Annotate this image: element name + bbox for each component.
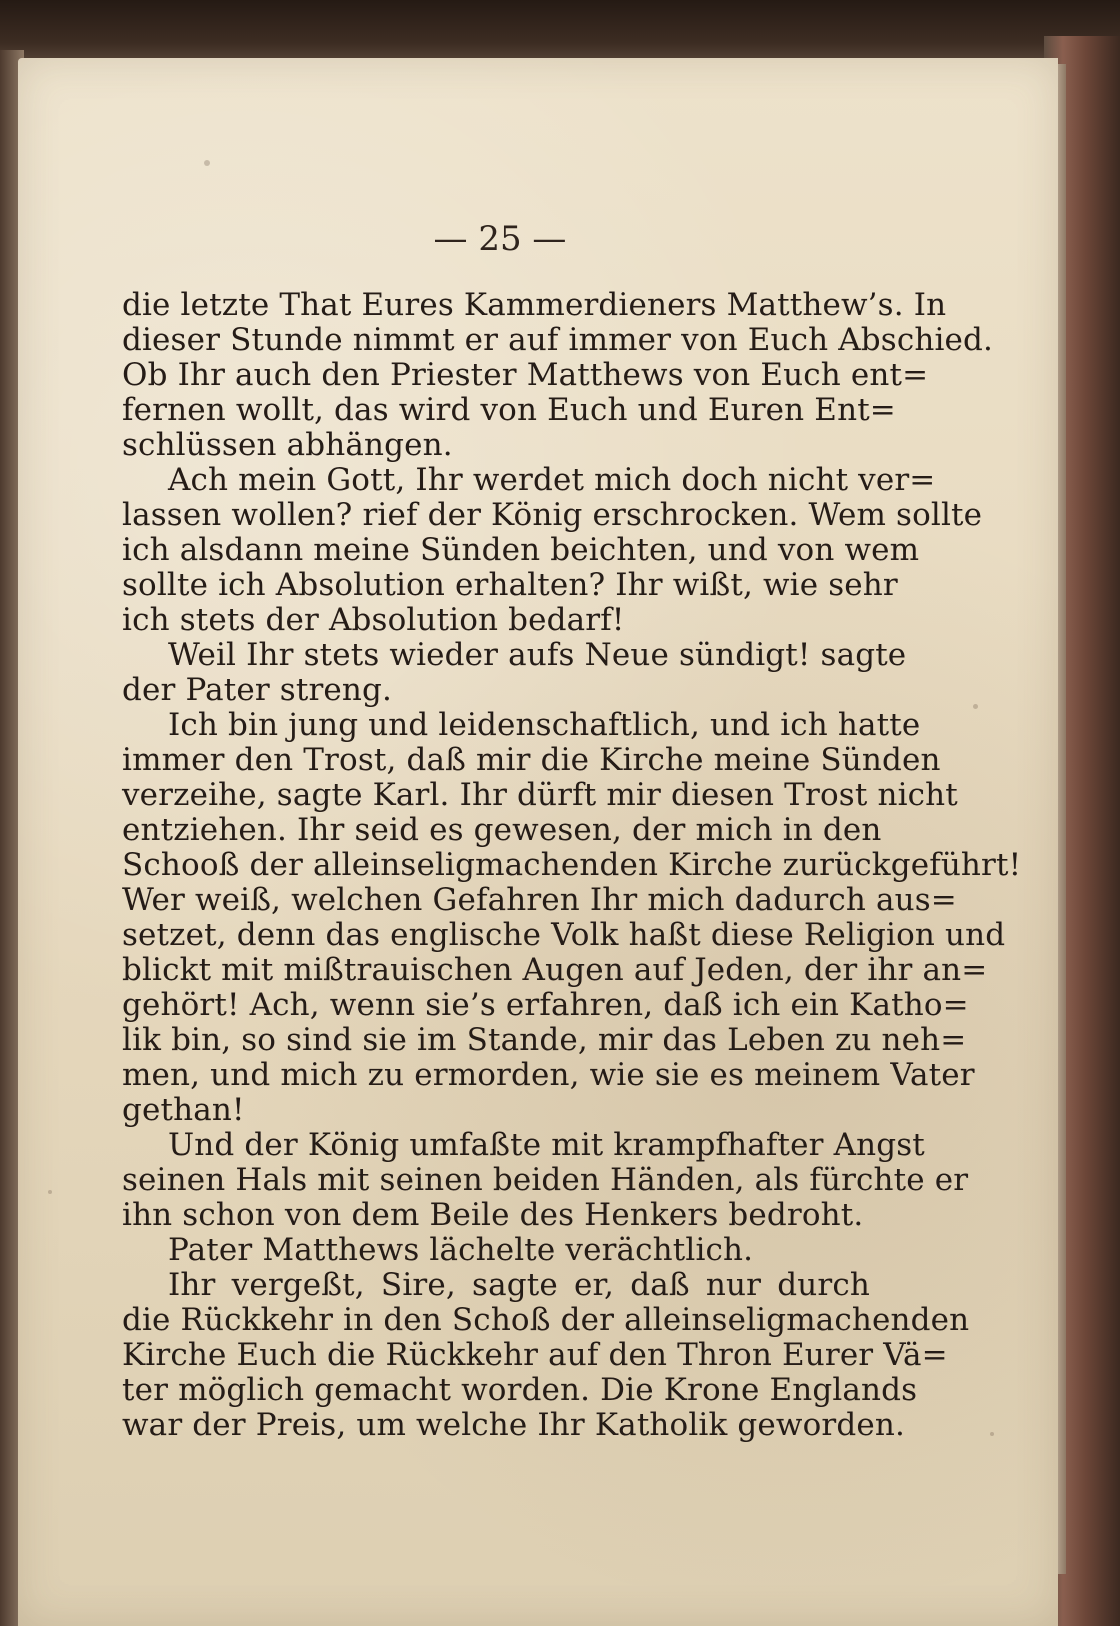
- text-line: Weil Ihr stets wieder aufs Neue sündigt! sagte: [168, 637, 907, 673]
- text-line: Ich bin jung und leidenschaftlich, und ich hatte: [168, 707, 921, 743]
- text-line: Schooß der alleinseligmachenden Kirche zurückgeführt!: [122, 847, 1022, 883]
- text-line: ich stets der Absolution bedarf!: [122, 602, 625, 638]
- text-line: men, und mich zu ermorden, wie sie es meinem Vater: [122, 1057, 975, 1093]
- text-line: die Rückkehr in den Schoß der alleinseligmachenden: [122, 1302, 970, 1338]
- text-line: Ob Ihr auch den Priester Matthews von Euch ent=: [122, 357, 929, 393]
- text-line: immer den Trost, daß mir die Kirche meine Sünden: [122, 742, 941, 778]
- text-line: ich alsdann meine Sünden beichten, und von wem: [122, 532, 920, 568]
- text-line: schlüssen abhängen.: [122, 427, 453, 463]
- text-line: lassen wollen? rief der König erschrocken. Wem sollte: [122, 497, 983, 533]
- text-line: war der Preis, um welche Ihr Katholik geworden.: [122, 1407, 905, 1443]
- paper-speck: [973, 704, 978, 709]
- text-line: sollte ich Absolution erhalten? Ihr wißt, wie sehr: [122, 567, 898, 603]
- text-line: seinen Hals mit seinen beiden Händen, als fürchte er: [122, 1162, 969, 1198]
- text-line: gethan!: [122, 1092, 245, 1128]
- text-line: ihn schon von dem Beile des Henkers bedroht.: [122, 1197, 864, 1233]
- text-line: Ihr vergeßt, Sire, sagte er, daß nur durch: [168, 1267, 870, 1303]
- text-line: Ach mein Gott, Ihr werdet mich doch nicht ver=: [168, 462, 936, 498]
- page-number: — 25 —: [433, 219, 567, 259]
- paper-speck: [48, 1190, 52, 1194]
- paper-speck: [990, 1432, 994, 1436]
- text-line: ter möglich gemacht worden. Die Krone Englands: [122, 1372, 918, 1408]
- text-line: Pater Matthews lächelte verächtlich.: [168, 1232, 754, 1268]
- text-line: der Pater streng.: [122, 672, 393, 708]
- document-page: [18, 58, 1058, 1626]
- text-line: gehört! Ach, wenn sie’s erfahren, daß ich ein Katho=: [122, 987, 969, 1023]
- text-line: fernen wollt, das wird von Euch und Euren Ent=: [122, 392, 896, 428]
- text-line: setzet, denn das englische Volk haßt diese Religion und: [122, 917, 1006, 953]
- text-line: Wer weiß, welchen Gefahren Ihr mich dadurch aus=: [122, 882, 957, 918]
- text-line: dieser Stunde nimmt er auf immer von Euch Abschied.: [122, 322, 994, 358]
- paper-speck: [204, 160, 210, 166]
- text-line: blickt mit mißtrauischen Augen auf Jeden, der ihr an=: [122, 952, 988, 988]
- text-line: entziehen. Ihr seid es gewesen, der mich in den: [122, 812, 882, 848]
- text-line: verzeihe, sagte Karl. Ihr dürft mir diesen Trost nicht: [122, 777, 958, 813]
- text-line: Kirche Euch die Rückkehr auf den Thron Eurer Vä=: [122, 1337, 948, 1373]
- text-line: lik bin, so sind sie im Stande, mir das Leben zu neh=: [122, 1022, 967, 1058]
- text-line: Und der König umfaßte mit krampfhafter Angst: [168, 1127, 925, 1163]
- text-line: die letzte That Eures Kammerdieners Matthew’s. In: [122, 287, 947, 323]
